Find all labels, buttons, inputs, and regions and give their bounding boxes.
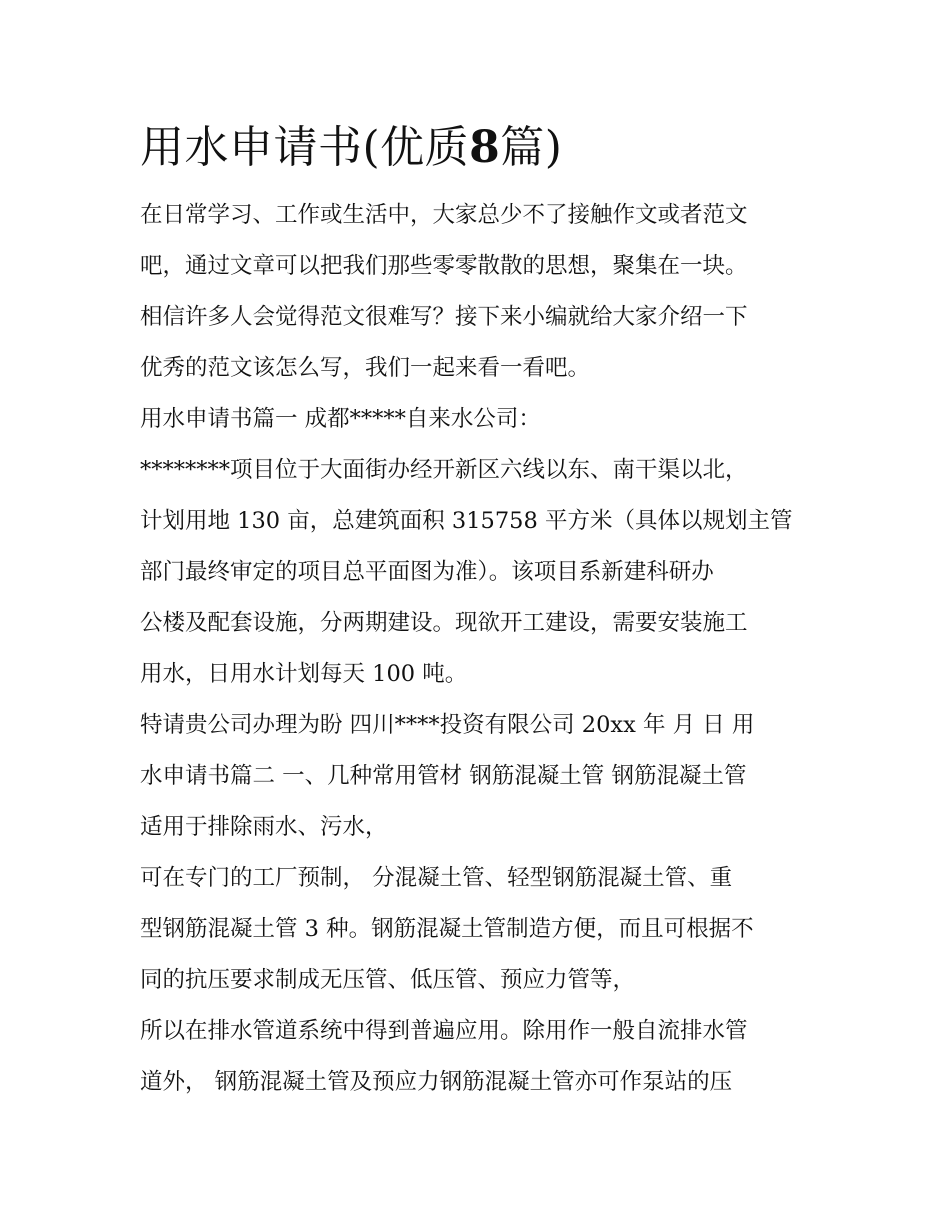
text-line: 适用于排除雨水、污水， xyxy=(140,814,388,840)
text-line: 吧，通过文章可以把我们那些零零散散的思想，聚集在一块。 xyxy=(140,253,748,279)
text-line: 公楼及配套设施，分两期建设。现欲开工建设，需要安装施工 xyxy=(140,610,748,636)
text-line: 在日常学习、工作或生活中，大家总少不了接触作文或者范文 xyxy=(140,202,748,228)
text-line: 道外， 钢筋混凝土管及预应力钢筋混凝土管亦可作泵站的压 xyxy=(140,1069,733,1095)
title-main: 用水申请书(优质 xyxy=(140,122,470,173)
text-line: 用水申请书篇一 成都*****自来水公司： xyxy=(140,406,541,432)
text-line: ********项目位于大面街办经开新区六线以东、南干渠以北， xyxy=(140,457,748,483)
text-line: 计划用地 130 亩，总建筑面积 315758 平方米（具体以规划主管 xyxy=(140,508,793,534)
text-line: 水申请书篇二 一、几种常用管材 钢筋混凝土管 钢筋混凝土管 xyxy=(140,763,747,789)
title-number: 8 xyxy=(469,122,501,173)
text-line: 同的抗压要求制成无压管、低压管、预应力管等， xyxy=(140,967,636,993)
text-line: 可在专门的工厂预制， 分混凝土管、轻型钢筋混凝土管、重 xyxy=(140,865,733,891)
document-body xyxy=(140,190,820,1108)
text-line: 相信许多人会觉得范文很难写？接下来小编就给大家介绍一下 xyxy=(140,304,748,330)
document-page xyxy=(140,112,820,1108)
text-line: 优秀的范文该怎么写，我们一起来看一看吧。 xyxy=(140,355,591,381)
text-line: 型钢筋混凝土管 3 种。钢筋混凝土管制造方便，而且可根据不 xyxy=(140,916,754,942)
text-line: 所以在排水管道系统中得到普遍应用。除用作一般自流排水管 xyxy=(140,1018,748,1044)
text-line: 部门最终审定的项目总平面图为准）。该项目系新建科研办 xyxy=(140,559,714,585)
text-line: 特请贵公司办理为盼 四川****投资有限公司 20xx 年 月 日 用 xyxy=(140,712,755,738)
document-title xyxy=(140,112,820,184)
text-line: 用水，日用水计划每天 100 吨。 xyxy=(140,661,468,687)
title-end: 篇) xyxy=(500,122,563,173)
